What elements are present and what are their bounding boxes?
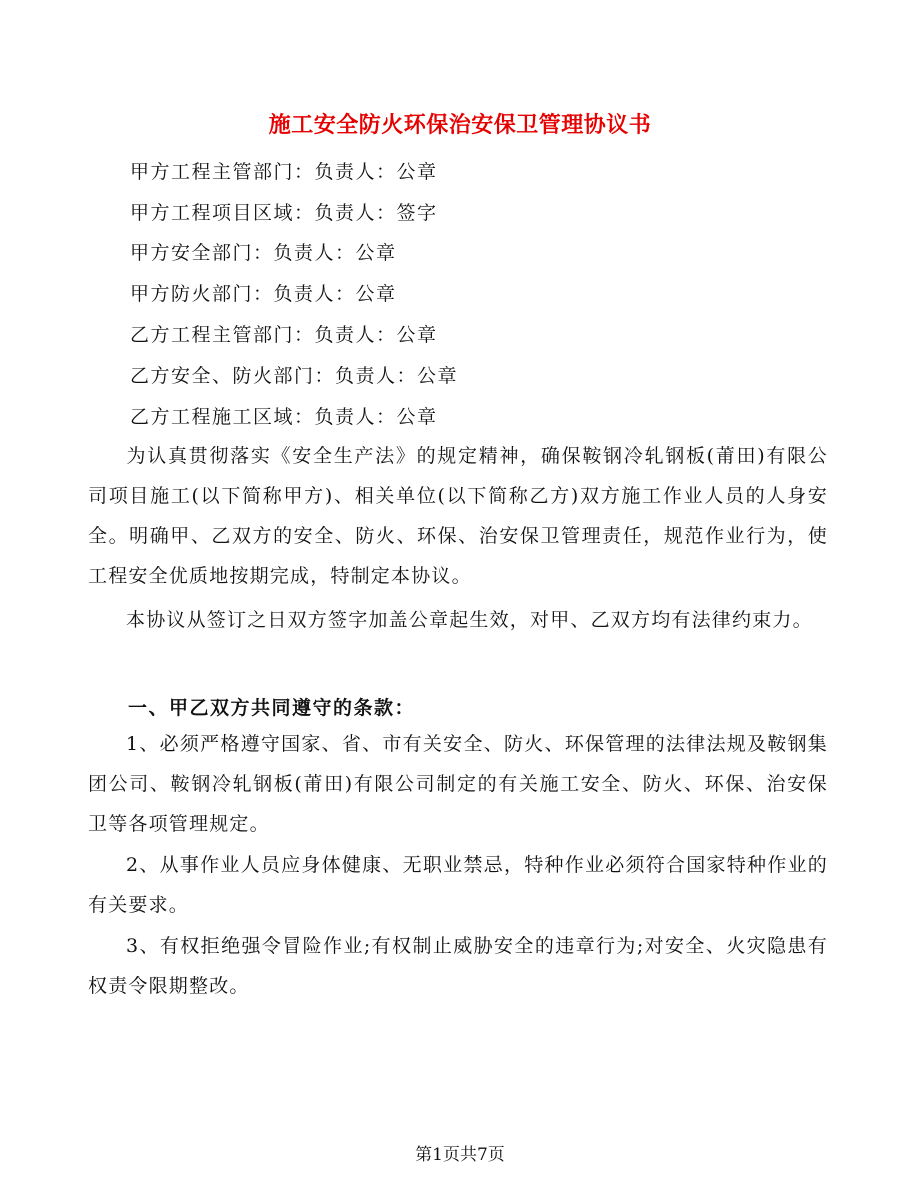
party-line-7: 乙方工程施工区域：负责人：公章 xyxy=(130,406,438,428)
party-line-3: 甲方安全部门：负责人：公章 xyxy=(130,242,397,264)
party-line-1: 甲方工程主管部门：负责人：公章 xyxy=(130,161,438,183)
clause-1 xyxy=(88,724,828,844)
document-title: 施工安全防火环保治安保卫管理协议书 xyxy=(268,113,652,138)
page-footer: 第1页共7页 xyxy=(415,1145,505,1165)
effective-paragraph xyxy=(88,600,828,640)
party-line-6: 乙方安全、防火部门：负责人：公章 xyxy=(130,365,459,387)
clause-3 xyxy=(88,926,828,1006)
clause-1-text: 1、必须严格遵守国家、省、市有关安全、防火、环保管理的法律法规及鞍钢集团公司、鞍钢冷轧钢板(莆田)有限公司制定的有关施工安全、防火、环保、治安保卫等各项管理规定。 xyxy=(88,733,828,835)
clause-3-text: 3、有权拒绝强令冒险作业;有权制止威胁安全的违章行为;对安全、火灾隐患有权责令限期整改。 xyxy=(88,935,828,997)
clause-2 xyxy=(88,845,828,925)
clause-2-text: 2、从事作业人员应身体健康、无职业禁忌，特种作业必须符合国家特种作业的有关要求。 xyxy=(88,854,828,916)
party-line-2: 甲方工程项目区域：负责人：签字 xyxy=(130,202,438,224)
effective-paragraph-text: 本协议从签订之日双方签字加盖公章起生效，对甲、乙双方均有法律约束力。 xyxy=(126,609,813,631)
intro-paragraph xyxy=(88,436,828,596)
intro-paragraph-text: 为认真贯彻落实《安全生产法》的规定精神，确保鞍钢冷轧钢板(莆田)有限公司项目施工(以下简称甲方)、相关单位(以下简称乙方)双方施工作业人员的人身安全。明确甲、乙双方的安全、防火、环保、治安保卫管理责任，规范作业行为，使工程安全优质地按期完成，特制定本协议。 xyxy=(88,445,828,587)
section-heading: 一、甲乙双方共同遵守的条款： xyxy=(128,697,416,719)
party-line-5: 乙方工程主管部门：负责人：公章 xyxy=(130,324,438,346)
party-line-4: 甲方防火部门：负责人：公章 xyxy=(130,283,397,305)
